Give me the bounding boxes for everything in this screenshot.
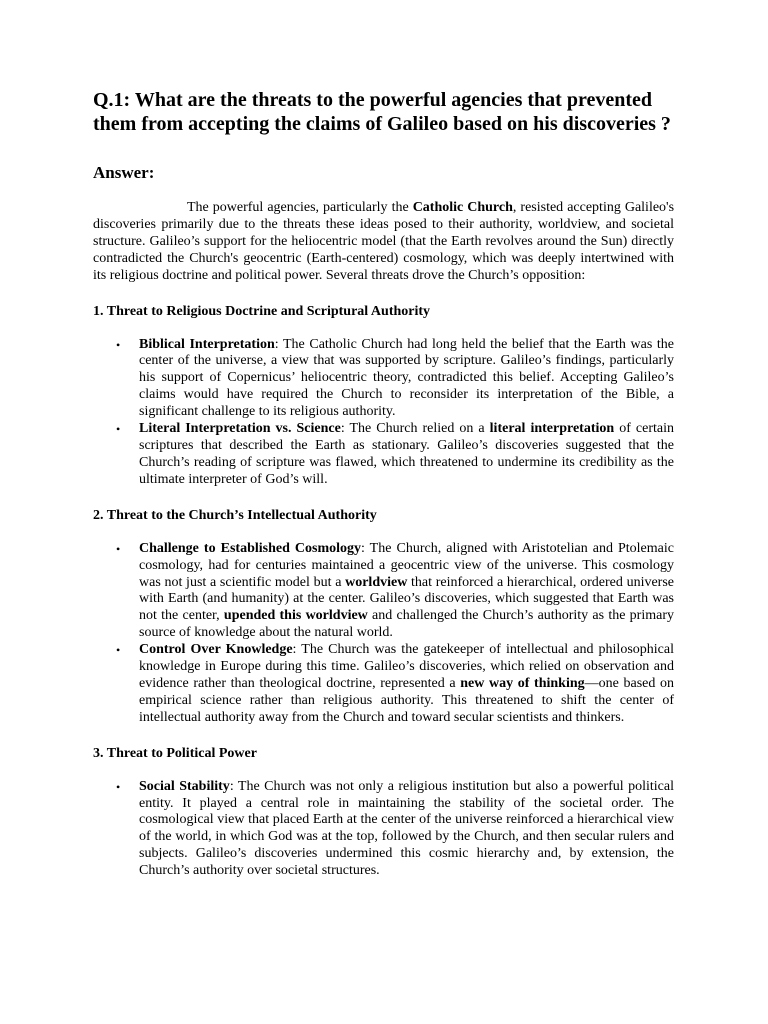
item-term: Social Stability	[139, 778, 230, 794]
item-text: : The Church was not only a religious institution but also a powerful political entity. It played a central role in maintaining the stability of the societal order. The cosmological view that placed Earth at the center of the universe reinforced a hierarchical view of the world, in which God was at the top, followed by the Church, and then secular rulers and subjects. Galileo’s discoveries undermined this cosmic hierarchy and, by extension, the Church’s authority over societal structures.	[139, 778, 674, 879]
bullet-icon: •	[116, 337, 121, 352]
bullet-list-religious	[93, 337, 674, 489]
item-bold-phrase: worldview	[345, 574, 408, 590]
item-text: : The Church was the gatekeeper of intellectual and philosophical knowledge in Europe during this time. Galileo’s discoveries, which relied on observation and evidence rather than theological doctrine, represented a	[139, 642, 674, 691]
intro-text-start: The powerful agencies, particularly the	[187, 200, 413, 215]
item-bold-phrase: upended this worldview	[223, 608, 368, 624]
item-text: : The Church, aligned with Aristotelian and Ptolemaic cosmology, had for centuries maintained a geocentric view of the universe. This cosmology was not just a scientific model but a	[139, 540, 674, 590]
answer-label: Answer:	[93, 163, 155, 182]
document-page	[93, 88, 674, 880]
bullet-icon: •	[116, 422, 121, 437]
list-item	[93, 642, 674, 727]
bullet-list-political	[93, 779, 674, 880]
intro-text-rest: , resisted accepting Galileo's discoveries primarily due to the threats these ideas posed to their authority, worldview, and societal structure. Galileo’s support for the heliocentric model (that the Earth revolves around the Sun) directly contradicted the Church's geocentric (Earth-centered) cosmology, which was deeply intertwined with its religious doctrine and political power. Several threats drove the Church’s opposition:	[93, 200, 675, 283]
item-term: Literal Interpretation vs. Science	[139, 421, 341, 437]
section-heading-religious: 1. Threat to Religious Doctrine and Scriptural Authority	[93, 303, 431, 319]
item-text: : The Catholic Church had long held the belief that the Earth was the center of the universe, a view that was supported by scripture. Galileo’s findings, particularly his support of Copernicus’ heliocentric theory, contradicted this belief. Accepting Galileo’s claims would have required the Church to reconsider its interpretation of the Bible, a significant challenge to its religious authority.	[139, 336, 674, 420]
item-text: and challenged the Church’s authority as the primary source of knowledge about the natural world.	[139, 608, 674, 641]
list-item	[93, 421, 674, 489]
item-term: Challenge to Established Cosmology	[139, 540, 362, 556]
list-item	[93, 779, 674, 880]
item-text: —one based on empirical science rather than religious authority. This threatened to shift the center of intellectual authority away from the Church and toward secular scientists and thinkers.	[139, 675, 675, 725]
item-text: of certain scriptures that described the Earth as stationary. Galileo’s discoveries suggested that the Church’s reading of scripture was flawed, which threatened to undermine its credibility as the ultimate interpreter of God’s will.	[139, 421, 674, 487]
bullet-icon: •	[116, 779, 121, 794]
item-term: Biblical Interpretation	[139, 336, 275, 352]
bullet-icon: •	[116, 541, 121, 556]
section-heading-intellectual: 2. Threat to the Church’s Intellectual Authority	[93, 507, 377, 523]
section-heading-political: 3. Threat to Political Power	[93, 745, 257, 761]
list-item	[93, 541, 674, 642]
item-text: that reinforced a hierarchical, ordered universe with Earth (and humanity) at the center. Galileo’s discoveries, which suggested that Earth was not the center,	[139, 574, 674, 624]
list-item	[93, 337, 674, 422]
bullet-list-intellectual	[93, 541, 674, 727]
intro-bold-term: Catholic Church	[412, 200, 513, 215]
question-heading: Q.1: What are the threats to the powerful agencies that prevented them from accepting the claims of Galileo based on his discoveries ?	[93, 89, 671, 135]
intro-paragraph	[93, 200, 674, 285]
item-text: : The Church relied on a	[340, 421, 490, 437]
item-term: Control Over Knowledge	[139, 642, 293, 658]
bullet-icon: •	[116, 643, 121, 658]
item-bold-phrase: new way of thinking	[460, 675, 585, 691]
item-bold-phrase: literal interpretation	[489, 421, 615, 437]
